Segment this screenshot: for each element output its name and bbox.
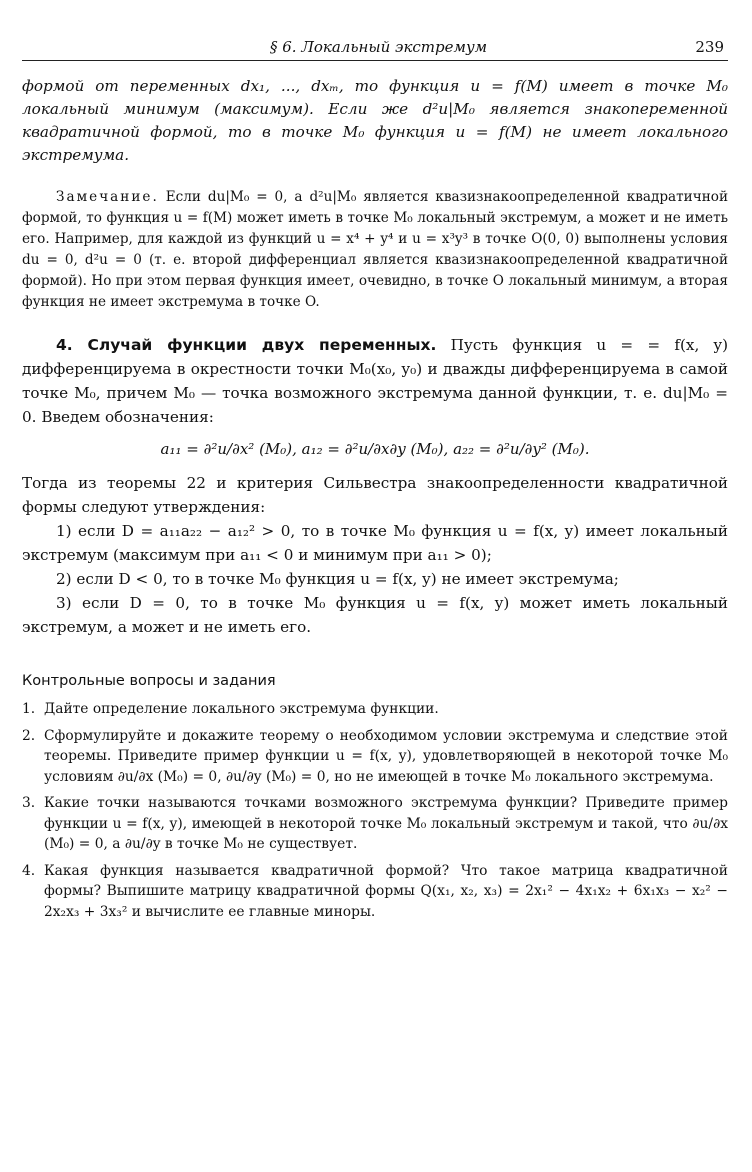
running-title: § 6. Локальный экстремум	[270, 38, 488, 56]
question-text: Сформулируйте и докажите теорему о необходимом условии экстремума и следствие этой теоремы. Приведите пример функции u = f(x, y), удовлетворяющей в некоторой точке M₀ условиям ∂u/∂x (M₀) = 0, ∂u/∂y (M₀) = 0, но не имеющей в точке M₀ локального экстремума.	[44, 727, 728, 785]
book-page	[22, 34, 728, 922]
question-number: 2.	[22, 727, 36, 744]
remark-text: Если du|M₀ = 0, а d²u|M₀ является квазизнакоопределенной квадратичной формой, то функция u = f(M) может иметь в точке M₀ локальный экстремум, а может и не иметь его. Например, для каждой из функций u = x⁴ + y⁴ и u = x³y³ в точке O(0, 0) выполнены условия du = 0, d²u = 0 (т. е. второй дифференциал является квазизнакоопределенной квадратичной формой). Но при этом первая функция имеет, очевидно, в точке O локальный минимум, а вторая функция не имеет экстремума в точке O.	[22, 189, 728, 310]
statement-1: 1) если D = a₁₁a₂₂ − a₁₂² > 0, то в точке M₀ функция u = f(x, y) имеет локальный экстремум (максимум при a₁₁ < 0 и минимум при a₁₁ > 0);	[22, 522, 728, 564]
question-item	[22, 726, 728, 788]
question-number: 3.	[22, 795, 36, 811]
section-4-heading: 4. Случай функции двух переменных.	[56, 336, 437, 354]
remark-label: Замечание.	[56, 189, 159, 205]
question-number: 4.	[22, 862, 36, 879]
question-text: Какая функция называется квадратичной формой? Что такое матрица квадратичной формы? Выпишите матрицу квадратичной формы Q(x₁, x₂, x₃) = 2x₁² − 4x₁x₂ + 6x₁x₃ − x₂² − 2x₂x₃ + 3x₃² и вычислите ее главные миноры.	[44, 862, 728, 920]
section-4-intro	[22, 333, 728, 429]
notation-formula: a₁₁ = ∂²u/∂x² (M₀), a₁₂ = ∂²u/∂x∂y (M₀), a₂₂ = ∂²u/∂y² (M₀).	[160, 440, 590, 458]
theorem-tail: формой от переменных dx₁, ..., dxₘ, то функция u = f(M) имеет в точке M₀ локальный минимум (максимум). Если же d²u|M₀ является знакопеременной квадратичной формой, то в точке M₀ функция u = f(M) не имеет локального экстремума.	[22, 77, 728, 164]
question-text: Дайте определение локального экстремума функции.	[44, 701, 439, 717]
questions-heading: Контрольные вопросы и задания	[22, 673, 276, 689]
running-header	[22, 34, 728, 61]
page-number: 239	[695, 38, 724, 56]
statement-2: 2) если D < 0, то в точке M₀ функция u = f(x, y) не имеет экстремума;	[56, 570, 619, 588]
section-4	[22, 333, 728, 639]
question-item	[22, 699, 728, 720]
question-number: 1.	[22, 701, 36, 717]
question-item	[22, 861, 728, 923]
statement-3: 3) если D = 0, то в точке M₀ функция u = f(x, y) может иметь локальный экстремум, а может и не иметь его.	[22, 594, 728, 636]
section-4-after: Тогда из теоремы 22 и критерия Сильвестра знакоопределенности квадратичной формы следуют утверждения:	[22, 474, 728, 516]
remark-paragraph	[22, 187, 728, 313]
section-4-intro-text: Пусть функция u = = f(x, y) дифференцируема в окрестности точки M₀(x₀, y₀) и дважды дифференцируема в самой точке M₀, причем M₀ — точка возможного экстремума данной функции, т. е. du|M₀ = 0. Введем обозначения:	[22, 336, 729, 426]
question-text: Какие точки называются точками возможного экстремума функции? Приведите пример функции u = f(x, y), имеющей в некоторой точке M₀ локальный экстремум и такой, что ∂u/∂x (M₀) = 0, а ∂u/∂y в точке M₀ не существует.	[44, 795, 728, 852]
question-item	[22, 793, 728, 855]
questions-list	[22, 699, 728, 922]
